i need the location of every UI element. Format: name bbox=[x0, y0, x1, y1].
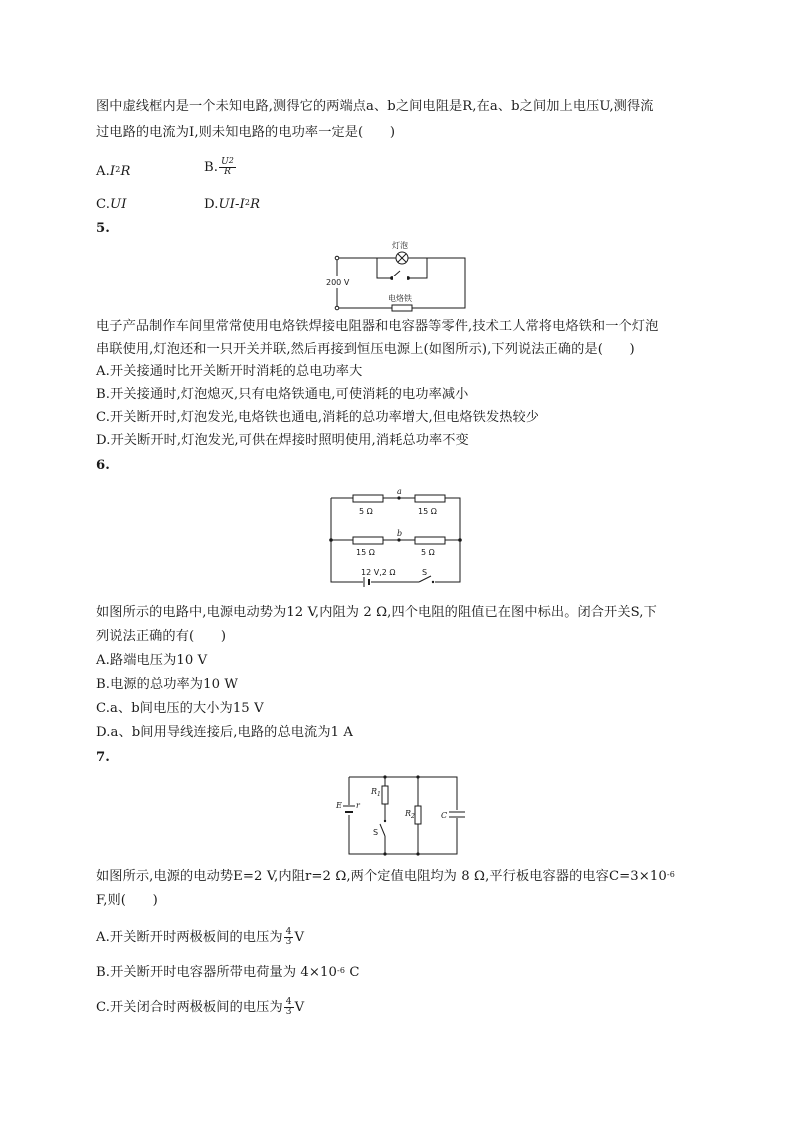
q6-option-b: B.电源的总功率为10 W bbox=[96, 677, 239, 692]
q7-option-b: B.开关断开时电容器所带电荷量为 $4\times 10^{-6}$ C bbox=[96, 965, 360, 980]
q4-option-b: B. $\frac{U^2}{R}$ bbox=[204, 156, 234, 177]
q5-option-a: A.开关接通时比开关断开时消耗的总电功率大 bbox=[96, 364, 363, 379]
q7-resistor-r2 bbox=[415, 806, 421, 824]
q5-iron-resistor bbox=[392, 305, 412, 311]
q7-circuit-figure bbox=[335, 772, 465, 860]
q5-iron-label: 电烙铁 bbox=[388, 294, 412, 303]
q7-option-a: A.开关断开时两极板间的电压为 $\frac{4}{3}$ V bbox=[96, 927, 305, 947]
q5-voltage-label: 200 V bbox=[326, 278, 350, 287]
q6-node-b: b bbox=[397, 529, 403, 538]
q4-option-c: C.UI bbox=[96, 197, 127, 212]
q7-label-S: S bbox=[373, 828, 379, 837]
q5-option-d: D.开关断开时,灯泡发光,可供在焊接时照明使用,消耗总功率不变 bbox=[96, 433, 469, 448]
q5-option-b: B.开关接通时,灯泡熄灭,只有电烙铁通电,可使消耗的电功率减小 bbox=[96, 387, 469, 402]
q6-resistor-mid-right bbox=[415, 537, 445, 544]
q6-r3-label: 15 Ω bbox=[356, 548, 375, 557]
q6-option-a: A.路端电压为10 V bbox=[96, 653, 208, 668]
q5-lamp-icon bbox=[396, 252, 408, 264]
q6-circuit-figure bbox=[325, 484, 465, 588]
q6-r4-label: 5 Ω bbox=[421, 548, 435, 557]
q6-node-a: a bbox=[397, 487, 402, 496]
q7-stem-line2: F,则( ) bbox=[96, 893, 158, 908]
q6-resistor-mid-left bbox=[353, 537, 383, 544]
q4-stem-line1: 图中虚线框内是一个未知电路,测得它的两端点a、b之间电阻是R,在a、b之间加上电压U,测得流 bbox=[96, 99, 654, 114]
q6-r1-label: 5 Ω bbox=[359, 507, 373, 516]
q7-label-R1: $R_1$ bbox=[371, 787, 381, 798]
q6-r2-label: 15 Ω bbox=[418, 507, 437, 516]
q5-stem-line2: 串联使用,灯泡还和一只开关并联,然后再接到恒压电源上(如图所示),下列说法正确的是( ) bbox=[96, 342, 635, 357]
q7-label-R2: $R_2$ bbox=[405, 809, 415, 820]
q6-option-c: C.a、b间电压的大小为15 V bbox=[96, 701, 264, 716]
q7-label-r: r bbox=[356, 801, 360, 810]
q5-circuit-figure bbox=[320, 238, 470, 314]
q4-option-a: $A.I^2R$ bbox=[96, 164, 131, 179]
q7-label-C: C bbox=[441, 811, 448, 820]
q6-stem-line1: 如图所示的电路中,电源电动势为12 V,内阻为 2 Ω,四个电阻的阻值已在图中标出。闭合开关S,下 bbox=[96, 605, 657, 620]
q6-option-d: D.a、b间用导线连接后,电路的总电流为1 A bbox=[96, 725, 354, 740]
q4-option-d: $D.UI-I^2R$ bbox=[204, 197, 261, 212]
q6-resistor-top-left bbox=[353, 495, 383, 502]
q4-stem-line2: 过电路的电流为I,则未知电路的电功率一定是( ) bbox=[96, 125, 396, 140]
q6-switch-label: S bbox=[422, 568, 428, 577]
q5-lamp-label: 灯泡 bbox=[392, 241, 408, 250]
q5-option-c: C.开关断开时,灯泡发光,电烙铁也通电,消耗的总功率增大,但电烙铁发热较少 bbox=[96, 410, 540, 425]
q5-stem-line1: 电子产品制作车间里常常使用电烙铁焊接电阻器和电容器等零件,技术工人常将电烙铁和一个灯泡 bbox=[96, 319, 659, 334]
q6-source-label: 12 V,2 Ω bbox=[361, 568, 396, 577]
q6-number: 6. bbox=[96, 458, 110, 473]
q5-number: 5. bbox=[96, 221, 110, 236]
q6-stem-line2: 列说法正确的有( ) bbox=[96, 629, 227, 644]
q7-option-c: C.开关闭合时两极板间的电压为 $\frac{4}{3}$ V bbox=[96, 997, 305, 1017]
q6-resistor-top-right bbox=[415, 495, 445, 502]
q7-stem-line1: 如图所示,电源的电动势E=2 V,内阻r=2 Ω,两个定值电阻均为 8 Ω,平行板电容器的电容$C=3\times 10^{-6}$ bbox=[96, 869, 675, 884]
q7-number: 7. bbox=[96, 750, 110, 765]
q7-label-E: E bbox=[336, 801, 342, 810]
q7-resistor-r1 bbox=[382, 786, 388, 804]
